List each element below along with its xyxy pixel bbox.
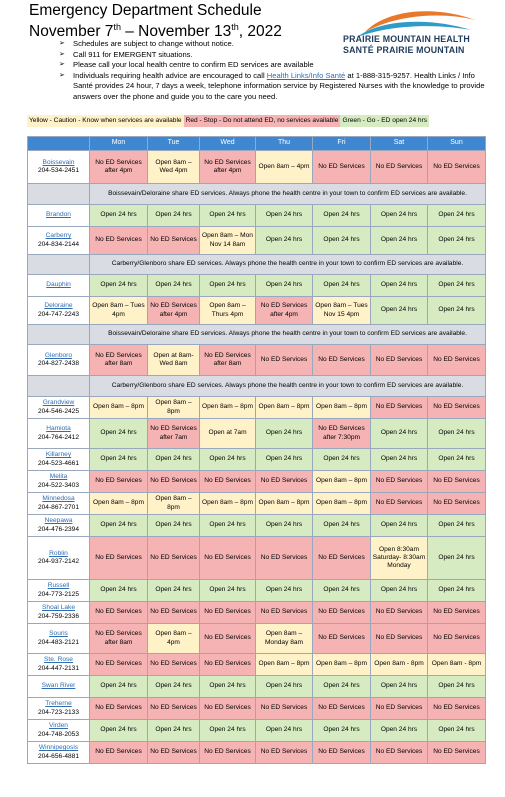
schedule-cell: Open 8am – 8pm xyxy=(313,654,371,676)
schedule-cell: No ED Services xyxy=(313,698,371,720)
facility-name-link[interactable]: Souris xyxy=(49,630,68,638)
schedule-cell: Open 24 hrs xyxy=(371,205,428,227)
schedule-cell: Open 24 hrs xyxy=(256,515,313,537)
schedule-cell: Open 8am – Tues 4pm xyxy=(90,297,148,325)
facility-cell xyxy=(28,654,90,676)
schedule-cell: Open 8am – Wed 4pm xyxy=(148,151,200,184)
facility-phone: 204-759-2336 xyxy=(37,612,80,620)
day-header: Wed xyxy=(200,137,256,151)
schedule-cell: Open 8am – Tues Nov 15 4pm xyxy=(313,297,371,325)
facility-name-link[interactable]: Brandon xyxy=(46,211,71,219)
facility-row xyxy=(28,227,486,255)
facility-cell xyxy=(28,602,90,624)
schedule-cell: No ED Services xyxy=(428,698,486,720)
schedule-cell: Open 8am – 8pm xyxy=(313,493,371,515)
facility-row xyxy=(28,580,486,602)
schedule-cell: Open 8am – Mon Nov 14 8am xyxy=(200,227,256,255)
schedule-cell: Open 8am – 8pm xyxy=(200,397,256,419)
note-item: ➢ Individuals requiring health advice are encouraged to call Health Links/Info Santé at 1-888-315-9257. Health Links / Info Santé provides 24 hour, 7 days a week, telephone information service by Registered Nurses with the knowledge to provide answers over the phone and guide you to the care you need. xyxy=(59,71,489,103)
schedule-cell: Open 8am – Thurs 4pm xyxy=(200,297,256,325)
schedule-cell: Open 8am – Monday 8am xyxy=(256,624,313,654)
facility-phone: 204-834-2144 xyxy=(37,240,80,248)
facility-cell xyxy=(28,275,90,297)
facility-phone: 204-483-2121 xyxy=(37,638,80,646)
facility-cell xyxy=(28,515,90,537)
schedule-cell: Open 8am – 8pm xyxy=(148,493,200,515)
schedule-cell: Open 24 hrs xyxy=(313,676,371,698)
schedule-cell: No ED Services after 4pm xyxy=(256,297,313,325)
schedule-cell: No ED Services xyxy=(200,471,256,493)
schedule-cell: Open 8:30am Saturday- 8:30am Monday xyxy=(371,537,428,580)
schedule-cell: Open 24 hrs xyxy=(313,227,371,255)
facility-cell xyxy=(28,580,90,602)
schedule-cell: No ED Services xyxy=(148,742,200,764)
note-item: ➢ Schedules are subject to change without notice. xyxy=(59,39,489,50)
schedule-cell: No ED Services xyxy=(313,537,371,580)
schedule-cell: Open 24 hrs xyxy=(428,515,486,537)
schedule-cell: No ED Services xyxy=(90,471,148,493)
schedule-cell: No ED Services xyxy=(313,624,371,654)
schedule-cell: Open 24 hrs xyxy=(200,580,256,602)
schedule-cell: Open 24 hrs xyxy=(428,297,486,325)
schedule-cell: Open 24 hrs xyxy=(256,227,313,255)
schedule-cell: No ED Services xyxy=(200,698,256,720)
shared-services-note: Carberry/Glenboro share ED services. Always phone the health centre in your town to confirm ED services are available. xyxy=(90,376,486,397)
schedule-cell: Open 24 hrs xyxy=(371,227,428,255)
schedule-cell: No ED Services after 4pm xyxy=(148,297,200,325)
schedule-cell: Open 24 hrs xyxy=(256,580,313,602)
facility-row xyxy=(28,275,486,297)
notes-list xyxy=(59,39,489,103)
schedule-cell: No ED Services xyxy=(148,698,200,720)
note-spacer xyxy=(28,376,90,397)
facility-row xyxy=(28,493,486,515)
facility-row xyxy=(28,449,486,471)
schedule-cell: No ED Services xyxy=(148,537,200,580)
facility-cell xyxy=(28,151,90,184)
facility-cell xyxy=(28,205,90,227)
note-spacer xyxy=(28,255,90,275)
schedule-cell: No ED Services after 8am xyxy=(90,624,148,654)
schedule-cell: No ED Services xyxy=(371,624,428,654)
schedule-cell: Open 24 hrs xyxy=(256,275,313,297)
schedule-cell: No ED Services xyxy=(200,742,256,764)
schedule-cell: Open 24 hrs xyxy=(90,720,148,742)
facility-row xyxy=(28,205,486,227)
facility-phone: 204-827-2438 xyxy=(37,360,80,367)
facility-row xyxy=(28,397,486,419)
facility-cell xyxy=(28,720,90,742)
schedule-cell: No ED Services xyxy=(90,698,148,720)
schedule-cell: Open 24 hrs xyxy=(200,449,256,471)
note-item: ➢ Call 911 for EMERGENT situations. xyxy=(59,50,489,61)
schedule-cell: Open 24 hrs xyxy=(148,275,200,297)
schedule-cell: Open 24 hrs xyxy=(313,580,371,602)
schedule-cell: Open 24 hrs xyxy=(148,449,200,471)
facility-row xyxy=(28,151,486,184)
logo-text-english: PRAIRIE MOUNTAIN HEALTH xyxy=(343,34,470,44)
facility-cell xyxy=(28,471,90,493)
facility-phone: 204-723-2133 xyxy=(37,708,80,716)
schedule-cell: No ED Services xyxy=(371,602,428,624)
facility-name-link[interactable]: Deloraine xyxy=(44,302,73,310)
facility-cell xyxy=(28,742,90,764)
schedule-cell: No ED Services after 7:30pm xyxy=(313,419,371,449)
schedule-cell: No ED Services xyxy=(428,602,486,624)
legend-red: Red - Stop - Do not attend ED, no services available xyxy=(184,115,341,127)
schedule-cell: Open 24 hrs xyxy=(90,515,148,537)
facility-row xyxy=(28,515,486,537)
facility-name-link[interactable]: Minnedosa xyxy=(42,495,75,503)
day-header: Fri xyxy=(313,137,371,151)
facility-name-link[interactable]: Ste. Rose xyxy=(44,656,73,664)
schedule-cell: No ED Services xyxy=(428,493,486,515)
schedule-cell: Open 24 hrs xyxy=(313,515,371,537)
facility-row xyxy=(28,720,486,742)
schedule-cell: Open 24 hrs xyxy=(428,676,486,698)
schedule-cell: Open 8am – 8pm xyxy=(313,397,371,419)
schedule-cell: No ED Services xyxy=(90,742,148,764)
schedule-cell: Open 8am – 8pm xyxy=(256,397,313,419)
schedule-cell: No ED Services xyxy=(148,471,200,493)
facility-phone: 204-447-2131 xyxy=(37,664,80,672)
facility-phone: 204-523-4661 xyxy=(37,459,80,467)
facility-phone: 204-534-2451 xyxy=(37,167,80,174)
schedule-cell: Open 24 hrs xyxy=(371,580,428,602)
facility-row xyxy=(28,471,486,493)
schedule-cell: Open 24 hrs xyxy=(90,449,148,471)
schedule-cell: Open 24 hrs xyxy=(428,205,486,227)
facility-name-link[interactable]: Swan River xyxy=(41,682,76,690)
schedule-cell: No ED Services xyxy=(371,151,428,184)
facility-row xyxy=(28,742,486,764)
facility-cell xyxy=(28,297,90,325)
legend-yellow: Yellow - Caution - Know when services are available xyxy=(27,115,184,127)
schedule-cell: Open 24 hrs xyxy=(313,275,371,297)
facility-phone: 204-747-2243 xyxy=(37,310,80,318)
schedule-cell: No ED Services xyxy=(256,742,313,764)
schedule-cell: Open 24 hrs xyxy=(371,297,428,325)
schedule-cell: No ED Services xyxy=(313,602,371,624)
schedule-cell: No ED Services xyxy=(371,493,428,515)
health-links-link[interactable]: Health Links/Info Santé xyxy=(266,70,346,80)
note-spacer xyxy=(28,325,90,345)
schedule-cell: Open 24 hrs xyxy=(148,676,200,698)
schedule-cell: No ED Services xyxy=(256,537,313,580)
facility-name-link[interactable]: Melita xyxy=(49,473,68,481)
note-spacer xyxy=(28,184,90,205)
schedule-body xyxy=(28,151,486,764)
schedule-cell: Open 24 hrs xyxy=(90,419,148,449)
schedule-cell: No ED Services xyxy=(371,742,428,764)
facility-name-link[interactable]: Virden xyxy=(49,722,68,730)
facility-row xyxy=(28,537,486,580)
facility-name-link[interactable]: Winnipegosis xyxy=(38,744,79,752)
schedule-cell: Open 24 hrs xyxy=(428,537,486,580)
schedule-cell: No ED Services xyxy=(428,345,486,376)
schedule-cell: Open 24 hrs xyxy=(313,720,371,742)
facility-phone: 204-937-2142 xyxy=(37,558,80,565)
color-legend xyxy=(27,115,485,127)
schedule-cell: No ED Services xyxy=(371,397,428,419)
day-header: Tue xyxy=(148,137,200,151)
facility-phone: 204-476-2394 xyxy=(37,525,80,533)
shared-services-note: Boissevain/Deloraine share ED services. Always phone the health centre in your town to confirm ED services are available. xyxy=(90,184,486,205)
day-header: Sat xyxy=(371,137,428,151)
shared-services-note-row xyxy=(28,376,486,397)
schedule-cell: Open 24 hrs xyxy=(90,205,148,227)
day-header-row xyxy=(28,137,486,151)
schedule-cell: Open 24 hrs xyxy=(148,205,200,227)
facility-cell xyxy=(28,345,90,376)
facility-name-link[interactable]: Shoal Lake xyxy=(42,604,75,612)
schedule-cell: Open 24 hrs xyxy=(256,205,313,227)
schedule-cell: Open 24 hrs xyxy=(371,676,428,698)
header-corner xyxy=(28,137,90,151)
shared-services-note: Carberry/Glenboro share ED services. Always phone the health centre in your town to confirm ED services are available. xyxy=(90,255,486,275)
schedule-cell: Open 24 hrs xyxy=(200,275,256,297)
facility-name-link[interactable]: Roblin xyxy=(49,549,68,557)
schedule-cell: Open 24 hrs xyxy=(371,449,428,471)
schedule-cell: Open at 8am- Wed 8am xyxy=(148,345,200,376)
schedule-cell: No ED Services xyxy=(148,654,200,676)
shared-services-note-row xyxy=(28,184,486,205)
facility-row xyxy=(28,297,486,325)
logo-text-french: SANTÉ PRAIRIE MOUNTAIN xyxy=(343,45,465,55)
schedule-table xyxy=(27,136,486,764)
schedule-cell: Open 24 hrs xyxy=(200,676,256,698)
facility-cell xyxy=(28,537,90,580)
facility-cell xyxy=(28,449,90,471)
schedule-cell: Open 24 hrs xyxy=(313,449,371,471)
schedule-cell: Open at 7am xyxy=(200,419,256,449)
facility-cell xyxy=(28,676,90,698)
facility-row xyxy=(28,419,486,449)
facility-cell xyxy=(28,397,90,419)
facility-phone: 204-748-2053 xyxy=(37,730,80,738)
facility-phone: 204-773-2125 xyxy=(37,590,80,598)
schedule-cell: Open 24 hrs xyxy=(428,275,486,297)
schedule-cell: Open 8am – 8pm xyxy=(200,493,256,515)
schedule-cell: Open 24 hrs xyxy=(371,275,428,297)
schedule-cell: Open 24 hrs xyxy=(313,205,371,227)
schedule-cell: No ED Services xyxy=(313,345,371,376)
schedule-cell: No ED Services xyxy=(256,602,313,624)
schedule-cell: No ED Services xyxy=(256,345,313,376)
facility-cell xyxy=(28,493,90,515)
schedule-cell: No ED Services xyxy=(313,742,371,764)
schedule-cell: Open 24 hrs xyxy=(428,227,486,255)
schedule-cell: Open 24 hrs xyxy=(148,515,200,537)
page-title xyxy=(29,2,282,40)
schedule-cell: Open 24 hrs xyxy=(428,419,486,449)
facility-name-link[interactable]: Boissevain xyxy=(42,158,75,166)
facility-phone: 204-867-2701 xyxy=(37,503,80,511)
facility-name-link[interactable]: Grandview xyxy=(42,399,75,407)
day-header: Mon xyxy=(90,137,148,151)
schedule-cell: No ED Services xyxy=(428,742,486,764)
schedule-cell: Open 8am – 8pm xyxy=(90,397,148,419)
schedule-cell: No ED Services xyxy=(90,537,148,580)
schedule-cell: No ED Services xyxy=(200,602,256,624)
schedule-cell: Open 24 hrs xyxy=(148,580,200,602)
note-item: ➢ Please call your local health centre to confirm ED services are available xyxy=(59,60,489,71)
schedule-cell: Open 24 hrs xyxy=(428,720,486,742)
schedule-cell: Open 8am – 8pm xyxy=(313,471,371,493)
schedule-cell: No ED Services after 4pm xyxy=(200,151,256,184)
schedule-cell: Open 24 hrs xyxy=(428,580,486,602)
schedule-cell: No ED Services xyxy=(428,151,486,184)
schedule-cell: No ED Services xyxy=(313,151,371,184)
facility-row xyxy=(28,345,486,376)
facility-name-link[interactable]: Hamiota xyxy=(46,425,71,433)
schedule-cell: No ED Services xyxy=(148,227,200,255)
facility-name-link[interactable]: Treherne xyxy=(45,700,72,708)
schedule-cell: Open 24 hrs xyxy=(90,580,148,602)
schedule-cell: No ED Services after 4pm xyxy=(90,151,148,184)
schedule-cell: Open 24 hrs xyxy=(148,720,200,742)
facility-phone: 204-546-2425 xyxy=(37,407,80,415)
facility-cell xyxy=(28,419,90,449)
schedule-cell: No ED Services xyxy=(200,537,256,580)
schedule-cell: Open 24 hrs xyxy=(256,676,313,698)
schedule-cell: No ED Services xyxy=(428,471,486,493)
schedule-cell: Open 8am – 8pm xyxy=(148,397,200,419)
schedule-cell: No ED Services after 8am xyxy=(90,345,148,376)
schedule-cell: Open 24 hrs xyxy=(200,515,256,537)
facility-row xyxy=(28,624,486,654)
schedule-cell: No ED Services xyxy=(371,345,428,376)
schedule-cell: No ED Services xyxy=(148,602,200,624)
title-line-2: November 7th – November 13th, 2022 xyxy=(29,22,282,41)
facility-row xyxy=(28,602,486,624)
schedule-cell: No ED Services xyxy=(90,227,148,255)
facility-cell xyxy=(28,698,90,720)
schedule-cell: No ED Services xyxy=(200,654,256,676)
facility-cell xyxy=(28,624,90,654)
schedule-cell: Open 24 hrs xyxy=(256,720,313,742)
day-header: Sun xyxy=(428,137,486,151)
facility-cell xyxy=(28,227,90,255)
facility-name-link[interactable]: Neepawa xyxy=(44,517,73,525)
schedule-cell: No ED Services xyxy=(371,471,428,493)
schedule-cell: No ED Services xyxy=(90,654,148,676)
schedule-cell: No ED Services xyxy=(428,624,486,654)
schedule-cell: Open 24 hrs xyxy=(371,720,428,742)
facility-row xyxy=(28,698,486,720)
facility-row xyxy=(28,654,486,676)
schedule-cell: Open 8am – 8pm xyxy=(256,654,313,676)
facility-phone: 204-656-4881 xyxy=(37,752,80,760)
schedule-cell: Open 8am - 8pm xyxy=(371,654,428,676)
facility-phone: 204-522-3403 xyxy=(37,481,80,489)
schedule-cell: Open 24 hrs xyxy=(200,720,256,742)
shared-services-note-row xyxy=(28,255,486,275)
schedule-cell: No ED Services after 8am xyxy=(200,345,256,376)
schedule-cell: No ED Services xyxy=(428,397,486,419)
schedule-cell: Open 8am – 4pm xyxy=(256,151,313,184)
schedule-cell: Open 24 hrs xyxy=(371,515,428,537)
schedule-cell: No ED Services xyxy=(256,471,313,493)
schedule-cell: Open 24 hrs xyxy=(256,419,313,449)
title-line-1: Emergency Department Schedule xyxy=(29,2,262,19)
facility-name-link[interactable]: Carberry xyxy=(45,232,72,240)
facility-name-link[interactable]: Dauphin xyxy=(46,281,71,289)
schedule-cell: Open 24 hrs xyxy=(90,275,148,297)
schedule-cell: No ED Services xyxy=(256,698,313,720)
schedule-cell: Open 8am – 8pm xyxy=(90,493,148,515)
facility-phone: 204-764-2412 xyxy=(37,433,80,441)
facility-name-link[interactable]: Glenboro xyxy=(44,351,73,359)
schedule-cell: Open 24 hrs xyxy=(90,676,148,698)
facility-name-link[interactable]: Russell xyxy=(47,582,70,590)
schedule-cell: Open 8am – 4pm xyxy=(148,624,200,654)
schedule-cell: No ED Services xyxy=(371,698,428,720)
legend-green: Green - Go - ED open 24 hrs xyxy=(340,115,429,127)
schedule-cell: Open 8am – 8pm xyxy=(256,493,313,515)
schedule-cell: Open 24 hrs xyxy=(428,449,486,471)
day-header: Thu xyxy=(256,137,313,151)
schedule-cell: Open 8am - 8pm xyxy=(428,654,486,676)
facility-name-link[interactable]: Killarney xyxy=(45,451,72,459)
schedule-cell: No ED Services xyxy=(90,602,148,624)
schedule-cell: Open 24 hrs xyxy=(200,205,256,227)
schedule-cell: No ED Services after 7am xyxy=(148,419,200,449)
facility-row xyxy=(28,676,486,698)
shared-services-note-row xyxy=(28,325,486,345)
schedule-cell: Open 24 hrs xyxy=(256,449,313,471)
schedule-cell: Open 24 hrs xyxy=(371,419,428,449)
schedule-cell: No ED Services xyxy=(200,624,256,654)
shared-services-note: Boissevain/Deloraine share ED services. Always phone the health centre in your town to confirm ED services are available. xyxy=(90,325,486,345)
